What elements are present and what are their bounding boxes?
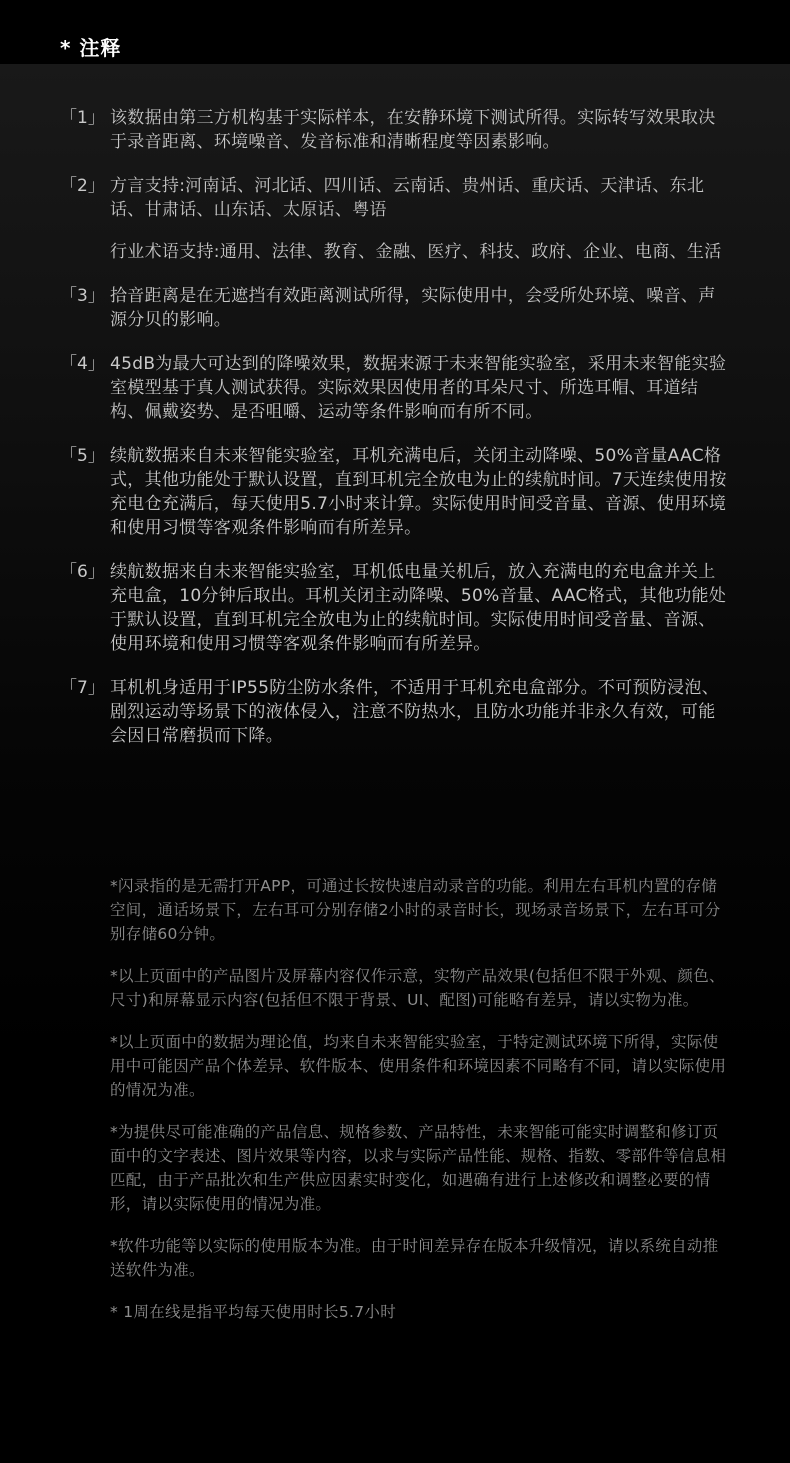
note-text: 该数据由第三方机构基于实际样本，在安静环境下测试所得。实际转写效果取决于录音距离、环境噪音、发音标准和清晰程度等因素影响。 — [110, 108, 716, 152]
note-number: 「4」 — [60, 354, 105, 374]
note-text: 续航数据来自未来智能实验室，耳机充满电后，关闭主动降噪、50%音量AAC格式，其他功能处于默认设置，直到耳机完全放电为止的续航时间。7天连续使用按充电仓充满后，每天使用5.7小时来计算。实际使用时间受音量、音源、使用环境和使用习惯等客观条件影响而有所差异。 — [110, 446, 727, 538]
note-2 — [0, 174, 790, 264]
notes-list — [0, 106, 790, 768]
note-body — [110, 444, 728, 540]
disclaimer-item: *以上页面中的产品图片及屏幕内容仅作示意，实物产品效果(包括但不限于外观、颜色、尺寸)和屏幕显示内容(包括但不限于背景、UI、配图)可能略有差异，请以实物为准。 — [110, 967, 725, 1009]
note-body — [110, 676, 728, 748]
page-title: * 注释 — [60, 36, 122, 60]
note-text: 耳机机身适用于IP55防尘防水条件，不适用于耳机充电盒部分。不可预防浸泡、剧烈运动等场景下的液体侵入，注意不防热水，且防水功能并非永久有效，可能会因日常磨损而下降。 — [110, 678, 719, 746]
note-text: 方言支持:河南话、河北话、四川话、云南话、贵州话、重庆话、天津话、东北话、甘肃话、山东话、太原话、粤语 — [110, 176, 705, 220]
note-text: 行业术语支持:通用、法律、教育、金融、医疗、科技、政府、企业、电商、生活 — [110, 242, 722, 262]
note-7 — [0, 676, 790, 748]
disclaimer-item: *软件功能等以实际的使用版本为准。由于时间差异存在版本升级情况，请以系统自动推送软件为准。 — [110, 1237, 719, 1279]
note-number: 「2」 — [60, 176, 105, 196]
note-number: 「7」 — [60, 678, 105, 698]
note-body — [110, 284, 728, 332]
note-text: 拾音距离是在无遮挡有效距离测试所得，实际使用中，会受所处环境、噪音、声源分贝的影响。 — [110, 286, 716, 330]
note-body — [110, 560, 728, 656]
disclaimer-list — [110, 874, 728, 1342]
note-body — [110, 106, 728, 154]
note-5 — [0, 444, 790, 540]
note-body — [110, 352, 728, 424]
note-body — [110, 174, 728, 264]
note-1 — [0, 106, 790, 154]
note-4 — [0, 352, 790, 424]
note-number: 「3」 — [60, 286, 105, 306]
header-bar — [0, 0, 790, 64]
note-text: 续航数据来自未来智能实验室，耳机低电量关机后，放入充满电的充电盒并关上充电盒，10分钟后取出。耳机关闭主动降噪、50%音量、AAC格式，其他功能处于默认设置，直到耳机完全放电为止的续航时间。实际使用时间受音量、音源、使用环境和使用习惯等客观条件影响而有所差异。 — [110, 562, 727, 654]
note-number: 「1」 — [60, 108, 105, 128]
disclaimer-item: *闪录指的是无需打开APP，可通过长按快速启动录音的功能。利用左右耳机内置的存储空间，通话场景下，左右耳可分别存储2小时的录音时长，现场录音场景下，左右耳可分别存储60分钟。 — [110, 877, 721, 943]
disclaimer-item: *以上页面中的数据为理论值，均来自未来智能实验室，于特定测试环境下所得，实际使用中可能因产品个体差异、软件版本、使用条件和环境因素不同略有不同，请以实际使用的情况为准。 — [110, 1033, 727, 1099]
note-3 — [0, 284, 790, 332]
disclaimer-item: * 1周在线是指平均每天使用时长5.7小时 — [110, 1303, 396, 1321]
note-text: 45dB为最大可达到的降噪效果，数据来源于未来智能实验室，采用未来智能实验室模型基于真人测试获得。实际效果因使用者的耳朵尺寸、所选耳帽、耳道结构、佩戴姿势、是否咀嚼、运动等条件影响而有所不同。 — [110, 354, 727, 422]
disclaimer-item: *为提供尽可能准确的产品信息、规格参数、产品特性，未来智能可能实时调整和修订页面中的文字表述、图片效果等内容，以求与实际产品性能、规格、指数、零部件等信息相匹配，由于产品批次和生产供应因素实时变化，如遇确有进行上述修改和调整必要的情形，请以实际使用的情况为准。 — [110, 1123, 727, 1213]
note-6 — [0, 560, 790, 656]
note-number: 「5」 — [60, 446, 105, 466]
note-number: 「6」 — [60, 562, 105, 582]
